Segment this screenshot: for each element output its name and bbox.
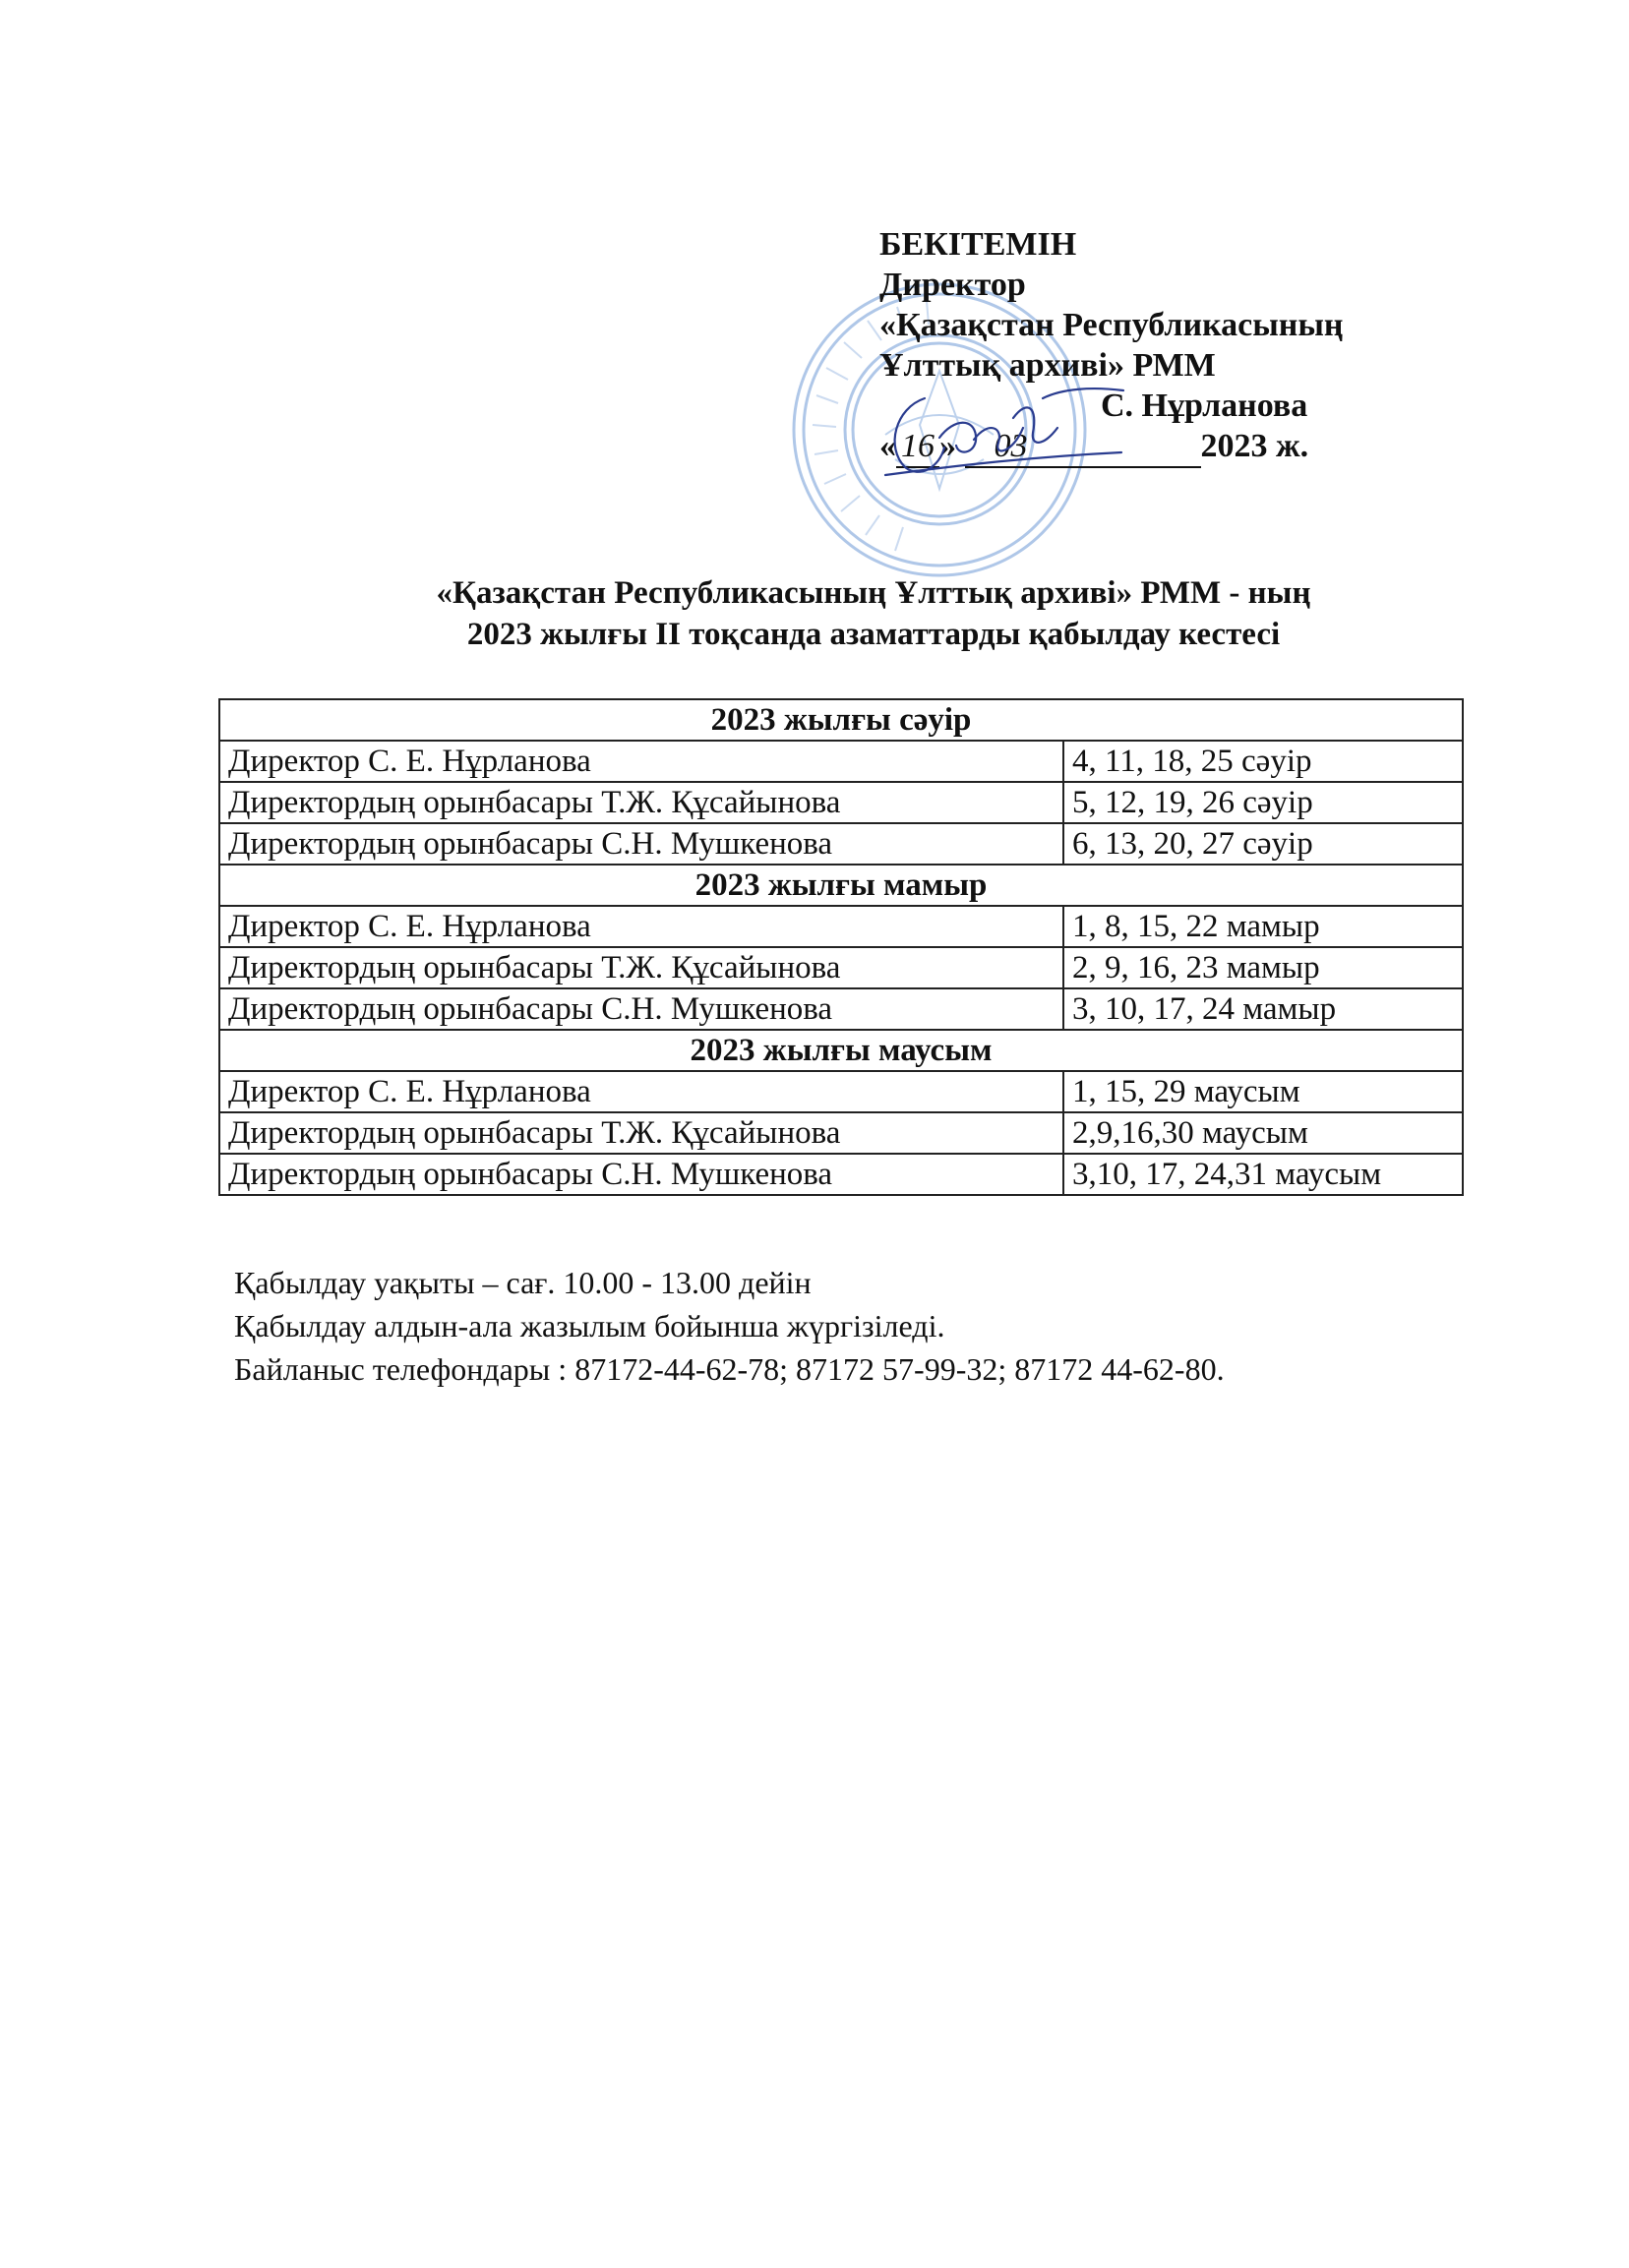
table-row [219,1071,1463,1112]
month-row [219,1030,1463,1071]
date-year: 2023 ж. [1200,428,1309,464]
document-title [0,572,1629,655]
official-name: Директор С. Е. Нұрланова [219,906,1063,947]
reception-dates: 2,9,16,30 маусым [1063,1112,1463,1154]
official-name: Директордың орынбасары С.Н. Мушкенова [219,823,1063,865]
approval-org-line1: «Қазақстан Республикасының [879,307,1344,343]
reception-dates: 5, 12, 19, 26 сәуір [1063,782,1463,823]
reception-notes [234,1261,1225,1391]
reception-dates: 4, 11, 18, 25 сәуір [1063,741,1463,782]
reception-dates: 3,10, 17, 24,31 маусым [1063,1154,1463,1195]
contact-phones: Байланыс телефондары : 87172-44-62-78; 87172 57-99-32; 87172 44-62-80. [234,1351,1225,1387]
official-name: Директордың орынбасары С.Н. Мушкенова [219,1154,1063,1195]
official-name: Директордың орынбасары Т.Ж. Құсайынова [219,782,1063,823]
table-row [219,1112,1463,1154]
approval-org-line2: Ұлттық архиві» РММ [879,347,1216,384]
table-row [219,823,1463,865]
table-row [219,947,1463,988]
appointment-note: Қабылдау алдын-ала жазылым бойынша жүргізіледі. [234,1308,945,1343]
reception-dates: 6, 13, 20, 27 сәуір [1063,823,1463,865]
title-line2: 2023 жылғы II тоқсанда азаматтарды қабылдау кестесі [466,617,1281,652]
date-close-quote: » [939,428,956,464]
reception-hours: Қабылдау уақыты – сағ. 10.00 - 13.00 дейін [234,1265,812,1300]
date-day: 16 [896,426,939,468]
official-name: Директор С. Е. Нұрланова [219,741,1063,782]
table-row [219,741,1463,782]
table-row [219,782,1463,823]
approval-position: Директор [879,267,1026,303]
reception-dates: 1, 15, 29 маусым [1063,1071,1463,1112]
month-header: 2023 жылғы мамыр [219,865,1463,906]
date-open-quote: « [879,428,896,464]
table-row [219,988,1463,1030]
table-row [219,906,1463,947]
approval-heading: БЕКІТЕМІН [879,226,1077,263]
month-header: 2023 жылғы сәуір [219,699,1463,741]
approval-signer: С. Нұрланова [1101,388,1308,424]
reception-schedule-table [218,698,1464,1196]
official-name: Директор С. Е. Нұрланова [219,1071,1063,1112]
month-row [219,699,1463,741]
date-month: 03 [965,426,1201,468]
official-name: Директордың орынбасары С.Н. Мушкенова [219,988,1063,1030]
reception-dates: 1, 8, 15, 22 мамыр [1063,906,1463,947]
reception-dates: 3, 10, 17, 24 мамыр [1063,988,1463,1030]
title-line1: «Қазақстан Республикасының Ұлттық архиві» РММ - ның [436,575,1311,611]
handwritten-signature [866,359,1131,497]
table-row [219,1154,1463,1195]
official-name: Директордың орынбасары Т.Ж. Құсайынова [219,947,1063,988]
month-header: 2023 жылғы маусым [219,1030,1463,1071]
official-name: Директордың орынбасары Т.Ж. Құсайынова [219,1112,1063,1154]
month-row [219,865,1463,906]
reception-dates: 2, 9, 16, 23 мамыр [1063,947,1463,988]
